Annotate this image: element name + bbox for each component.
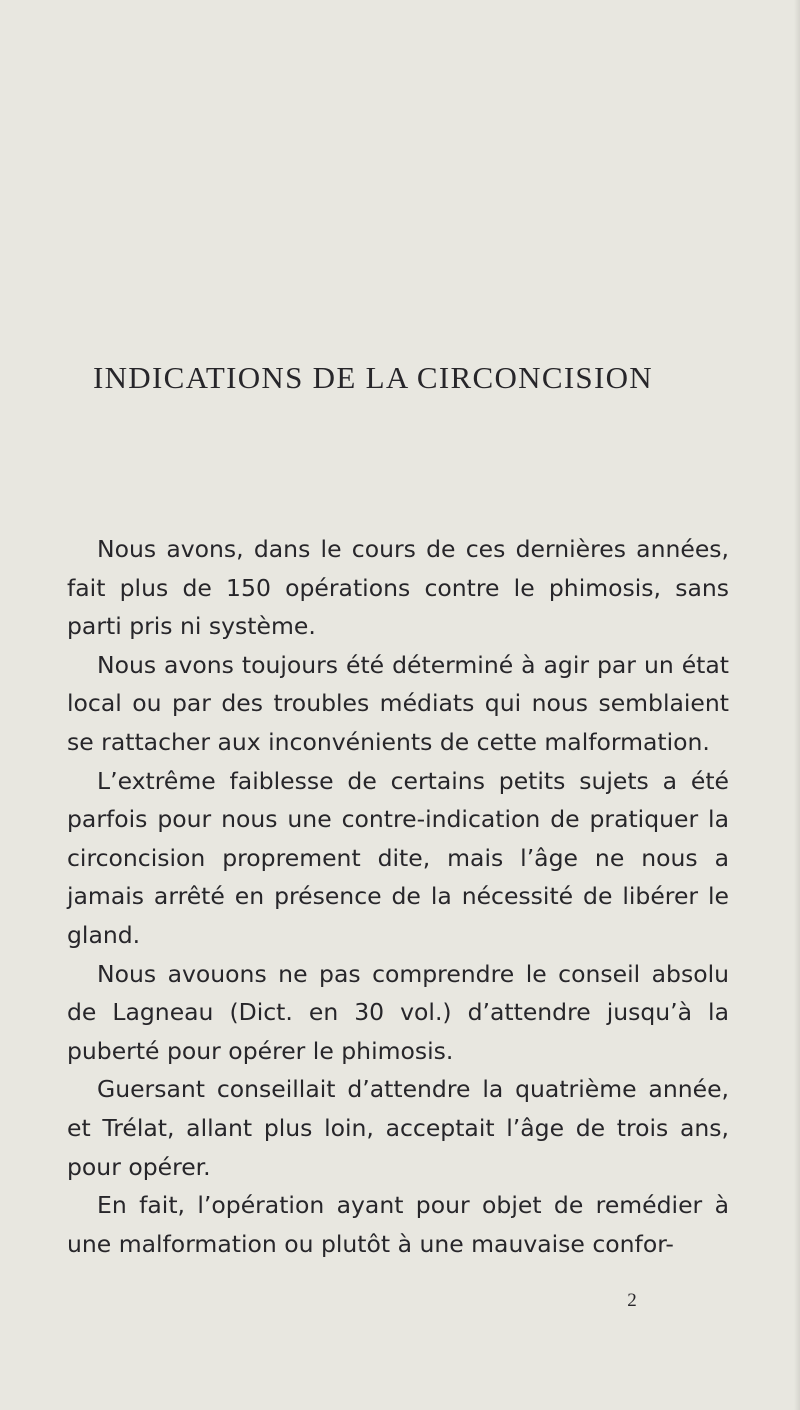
paragraph: Nous avons, dans le cours de ces dernières années, fait plus de 150 opérations contre le phimosis, sans parti pris ni système.: [67, 535, 729, 641]
paragraph: Nous avons toujours été déterminé à agir par un état local ou par des troubles médiats qui nous semblaient se rattacher aux inconvénients de cette malformation.: [67, 650, 729, 756]
paragraph: Guersant conseillait d’attendre la quatrième année, et Trélat, allant plus loin, acceptait l’âge de trois ans, pour opérer.: [67, 1075, 729, 1181]
paragraph: En fait, l’opération ayant pour objet de remédier à une malformation ou plutôt à une mauvaise confor-: [67, 1191, 729, 1258]
page-number: 2: [627, 1290, 637, 1311]
chapter-heading: INDICATIONS DE LA CIRCONCISION: [93, 360, 653, 395]
body-text: [67, 530, 729, 1263]
page-edge-shadow: [794, 0, 800, 1410]
paragraph: L’extrême faiblesse de certains petits sujets a été parfois pour nous une contre-indication de pratiquer la circoncision proprement dite, mais l’âge ne nous a jamais arrêté en présence de la nécessité de libérer le gland.: [67, 766, 729, 949]
paragraph: Nous avouons ne pas comprendre le conseil absolu de Lagneau (Dict. en 30 vol.) d’attendre jusqu’à la puberté pour opérer le phimosis.: [67, 959, 729, 1065]
